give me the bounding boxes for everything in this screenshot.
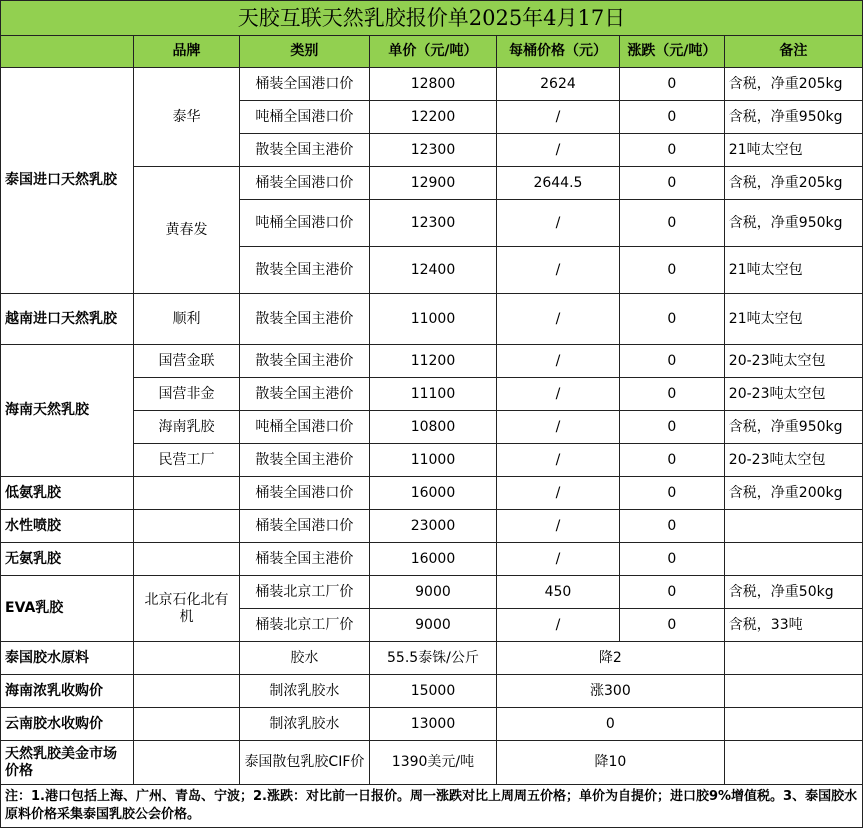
note-cell: 20-23吨太空包 <box>724 345 862 378</box>
category-cell: 散装全国主港价 <box>239 134 369 167</box>
price-cell: 12900 <box>369 167 496 200</box>
table-row <box>1 543 863 576</box>
category-cell: 桶装全国港口价 <box>239 167 369 200</box>
group-label: 低氨乳胶 <box>1 477 134 510</box>
group-label: 海南天然乳胶 <box>1 345 134 477</box>
group-label: 天然乳胶美金市场价格 <box>1 741 134 785</box>
header-cell-price: 单价（元/吨） <box>369 36 496 68</box>
category-cell: 桶装北京工厂价 <box>239 576 369 609</box>
category-cell: 桶装全国港口价 <box>239 510 369 543</box>
price-cell: 10800 <box>369 411 496 444</box>
note-cell <box>724 543 862 576</box>
note-cell <box>724 675 862 708</box>
header-cell-note: 备注 <box>724 36 862 68</box>
group-label: 无氨乳胶 <box>1 543 134 576</box>
note-cell: 21吨太空包 <box>724 134 862 167</box>
note-cell: 20-23吨太空包 <box>724 378 862 411</box>
price-cell: 12300 <box>369 134 496 167</box>
price-cell: 12300 <box>369 200 496 247</box>
brand-label: 泰华 <box>134 68 240 167</box>
page-title: 天胶互联天然乳胶报价单2025年4月17日 <box>1 1 863 36</box>
header-cell-brand: 品牌 <box>134 36 240 68</box>
change-cell: 0 <box>619 609 724 642</box>
brand-label <box>134 510 240 543</box>
note-cell: 含税，净重200kg <box>724 477 862 510</box>
table-row <box>1 741 863 785</box>
brand-label: 黄春发 <box>134 167 240 294</box>
category-cell: 散装全国主港价 <box>239 378 369 411</box>
change-cell: 0 <box>619 345 724 378</box>
table-row <box>1 708 863 741</box>
change-cell: 0 <box>619 167 724 200</box>
category-cell: 吨桶全国港口价 <box>239 101 369 134</box>
note-cell: 含税，净重950kg <box>724 411 862 444</box>
change-cell: 0 <box>619 247 724 294</box>
brand-label <box>134 477 240 510</box>
category-cell: 制浓乳胶水 <box>239 708 369 741</box>
table-row <box>1 294 863 345</box>
change-cell: 0 <box>619 411 724 444</box>
barrel-cell: / <box>496 247 619 294</box>
note-cell <box>724 741 862 785</box>
change-cell: 涨300 <box>496 675 724 708</box>
note-cell: 含税，净重950kg <box>724 101 862 134</box>
change-cell: 0 <box>619 543 724 576</box>
note-cell: 21吨太空包 <box>724 294 862 345</box>
price-cell: 1390美元/吨 <box>369 741 496 785</box>
price-cell: 9000 <box>369 576 496 609</box>
category-cell: 制浓乳胶水 <box>239 675 369 708</box>
brand-label: 顺利 <box>134 294 240 345</box>
barrel-cell: / <box>496 444 619 477</box>
note-cell: 含税，净重205kg <box>724 68 862 101</box>
change-cell: 0 <box>619 477 724 510</box>
barrel-cell: / <box>496 378 619 411</box>
barrel-cell: 2644.5 <box>496 167 619 200</box>
category-cell: 泰国散包乳胶CIF价 <box>239 741 369 785</box>
barrel-cell: 2624 <box>496 68 619 101</box>
note-cell <box>724 708 862 741</box>
price-cell: 55.5泰铢/公斤 <box>369 642 496 675</box>
category-cell: 桶装全国港口价 <box>239 68 369 101</box>
table-row <box>1 675 863 708</box>
price-cell: 12800 <box>369 68 496 101</box>
change-cell: 0 <box>496 708 724 741</box>
group-label: 泰国胶水原料 <box>1 642 134 675</box>
barrel-cell: / <box>496 294 619 345</box>
price-cell: 12400 <box>369 247 496 294</box>
group-label: 海南浓乳收购价 <box>1 675 134 708</box>
barrel-cell: / <box>496 543 619 576</box>
barrel-cell: / <box>496 510 619 543</box>
brand-label <box>134 642 240 675</box>
change-cell: 0 <box>619 444 724 477</box>
note-cell: 含税，净重50kg <box>724 576 862 609</box>
note-cell: 含税，净重205kg <box>724 167 862 200</box>
table-row <box>1 477 863 510</box>
brand-label <box>134 675 240 708</box>
brand-label: 民营工厂 <box>134 444 240 477</box>
category-cell: 桶装北京工厂价 <box>239 609 369 642</box>
category-cell: 胶水 <box>239 642 369 675</box>
note-cell: 20-23吨太空包 <box>724 444 862 477</box>
note-cell <box>724 510 862 543</box>
price-cell: 13000 <box>369 708 496 741</box>
brand-label: 海南乳胶 <box>134 411 240 444</box>
brand-label <box>134 741 240 785</box>
change-cell: 降2 <box>496 642 724 675</box>
note-cell: 21吨太空包 <box>724 247 862 294</box>
change-cell: 0 <box>619 378 724 411</box>
header-cell-change: 涨跌（元/吨） <box>619 36 724 68</box>
price-cell: 11100 <box>369 378 496 411</box>
category-cell: 吨桶全国港口价 <box>239 411 369 444</box>
price-cell: 11000 <box>369 444 496 477</box>
table-row <box>1 576 863 609</box>
barrel-cell: 450 <box>496 576 619 609</box>
price-cell: 15000 <box>369 675 496 708</box>
category-cell: 吨桶全国港口价 <box>239 200 369 247</box>
note-cell: 含税，33吨 <box>724 609 862 642</box>
table-row <box>1 510 863 543</box>
price-cell: 23000 <box>369 510 496 543</box>
category-cell: 散装全国主港价 <box>239 345 369 378</box>
category-cell: 桶装全国主港价 <box>239 543 369 576</box>
price-cell: 16000 <box>369 543 496 576</box>
header-cell-category: 类别 <box>239 36 369 68</box>
header-cell-group <box>1 36 134 68</box>
change-cell: 0 <box>619 101 724 134</box>
barrel-cell: / <box>496 345 619 378</box>
group-label: 水性喷胶 <box>1 510 134 543</box>
change-cell: 0 <box>619 68 724 101</box>
brand-label <box>134 543 240 576</box>
group-label: EVA乳胶 <box>1 576 134 642</box>
table-row <box>1 68 863 101</box>
barrel-cell: / <box>496 200 619 247</box>
price-cell: 9000 <box>369 609 496 642</box>
note-cell: 含税，净重950kg <box>724 200 862 247</box>
change-cell: 0 <box>619 294 724 345</box>
brand-label: 国营非金 <box>134 378 240 411</box>
price-cell: 16000 <box>369 477 496 510</box>
table-row <box>1 642 863 675</box>
change-cell: 0 <box>619 200 724 247</box>
price-cell: 11200 <box>369 345 496 378</box>
footnote: 注：1.港口包括上海、广州、青岛、宁波；2.涨跌：对比前一日报价。周一涨跌对比上周周五价格；单价为自提价；进口胶9%增值税。3、泰国胶水原料价格采集泰国乳胶公会价格。 <box>1 785 863 828</box>
brand-label: 北京石化北有机 <box>134 576 240 642</box>
change-cell: 0 <box>619 134 724 167</box>
group-label: 云南胶水收购价 <box>1 708 134 741</box>
category-cell: 桶装全国港口价 <box>239 477 369 510</box>
barrel-cell: / <box>496 134 619 167</box>
group-label: 越南进口天然乳胶 <box>1 294 134 345</box>
price-cell: 12200 <box>369 101 496 134</box>
price-cell: 11000 <box>369 294 496 345</box>
barrel-cell: / <box>496 101 619 134</box>
table-row <box>1 345 863 378</box>
header-cell-barrel: 每桶价格（元） <box>496 36 619 68</box>
category-cell: 散装全国主港价 <box>239 247 369 294</box>
category-cell: 散装全国主港价 <box>239 294 369 345</box>
barrel-cell: / <box>496 609 619 642</box>
brand-label: 国营金联 <box>134 345 240 378</box>
brand-label <box>134 708 240 741</box>
change-cell: 0 <box>619 576 724 609</box>
category-cell: 散装全国主港价 <box>239 444 369 477</box>
barrel-cell: / <box>496 411 619 444</box>
change-cell: 降10 <box>496 741 724 785</box>
note-cell <box>724 642 862 675</box>
barrel-cell: / <box>496 477 619 510</box>
header-row <box>1 36 863 68</box>
group-label: 泰国进口天然乳胶 <box>1 68 134 294</box>
change-cell: 0 <box>619 510 724 543</box>
